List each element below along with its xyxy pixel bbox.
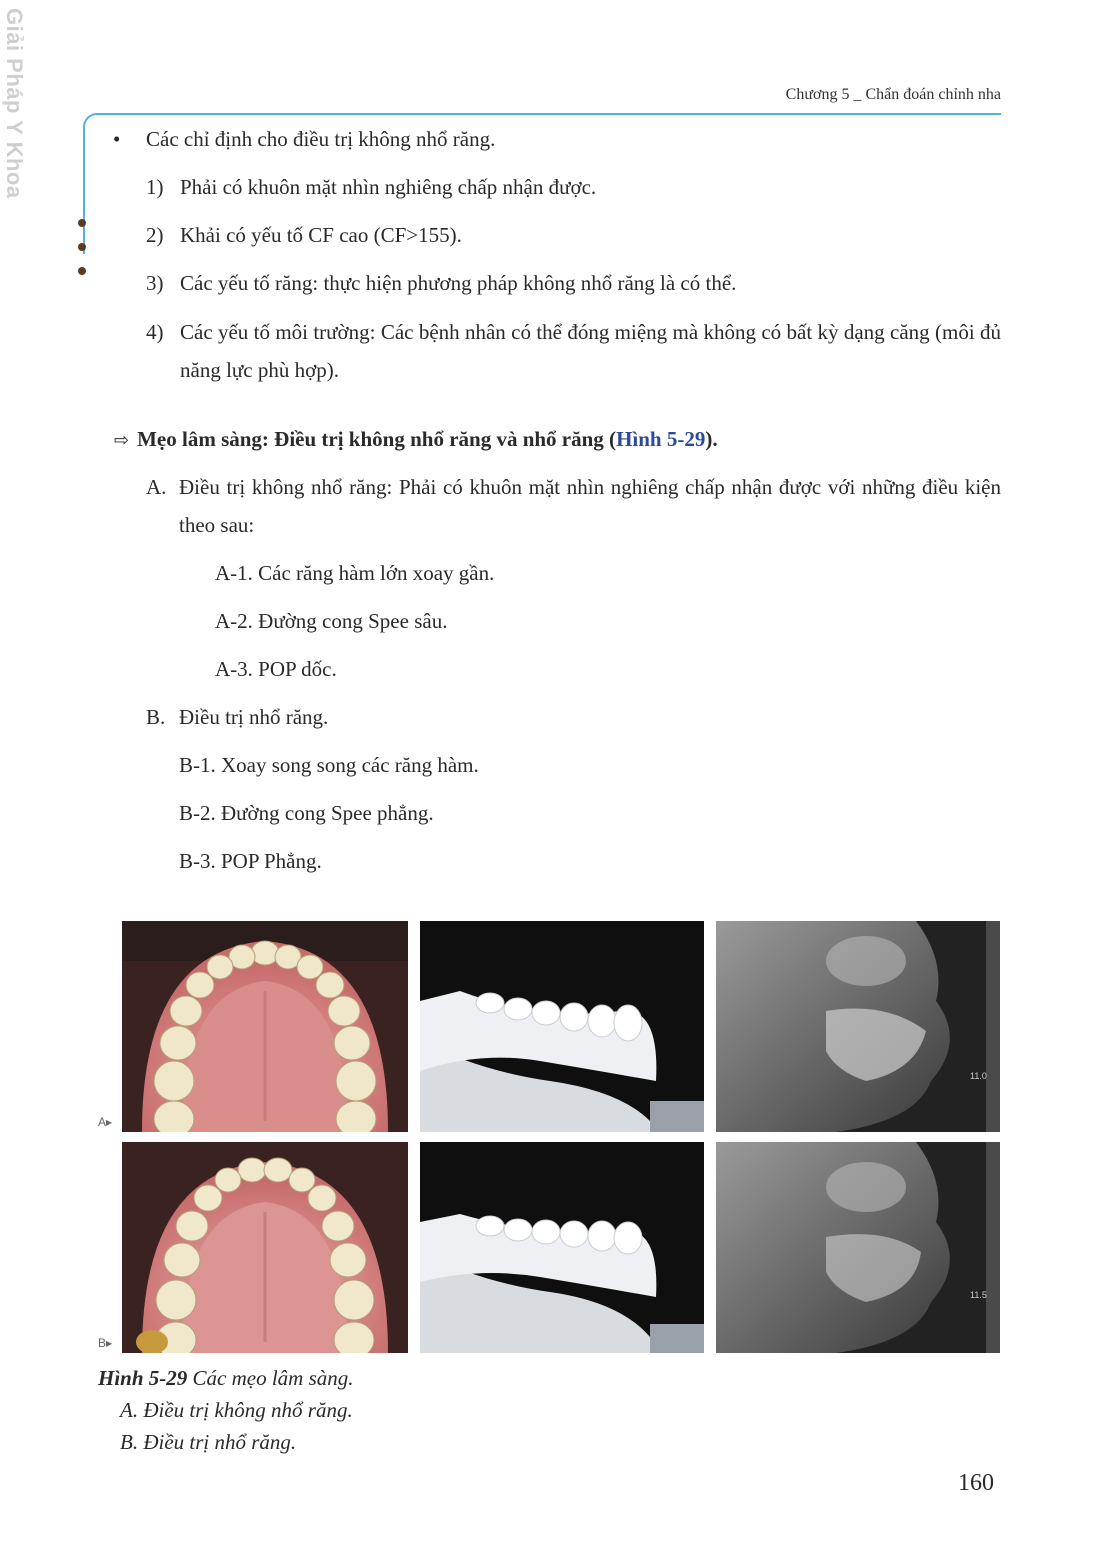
arrow-icon: ⇨ [114,430,130,451]
model-lateral-a [420,921,704,1132]
caption-figure-number: Hình 5-29 [98,1366,188,1390]
list-item-number: 4) [146,320,164,344]
sub-item: B-2. Đường cong Spee phẳng. [179,801,434,825]
margin-dot [78,243,86,251]
list-item-text: Khải có yếu tố CF cao (CF>155). [180,223,462,247]
row-label-b: B▸ [98,1336,113,1350]
list-item-text: Phải có khuôn mặt nhìn nghiêng chấp nhận được. [180,175,597,199]
xray-ceph-a [716,921,1000,1132]
photo-upper-arch-b [122,1142,408,1353]
header-rule-corner [83,113,98,128]
margin-dot [78,219,86,227]
left-margin-rule [83,126,85,254]
sub-item: B-3. POP Phẳng. [179,849,322,873]
side-brand-text: Giải Pháp Y Khoa [2,7,27,199]
bullet-marker: • [113,127,121,151]
figure-reference-link[interactable]: Hình 5-29 [616,427,706,451]
page-number: 160 [958,1470,994,1496]
sub-item: A-2. Đường cong Spee sâu. [215,609,448,633]
list-item-number: 2) [146,223,164,247]
caption-title: Các mẹo lâm sàng. [187,1366,354,1390]
tip-heading [114,420,718,460]
caption-line-b: B. Điều trị nhổ răng. [120,1430,297,1454]
sub-item: B-1. Xoay song song các răng hàm. [179,753,479,777]
section-letter: B. [146,705,166,729]
list-item-text: Các yếu tố răng: thực hiện phương pháp không nhổ răng là có thể. [180,271,737,295]
side-brand-watermark [2,8,26,198]
caption-line-a: A. Điều trị không nhổ răng. [120,1398,353,1422]
margin-dot [78,267,86,275]
sub-item: A-3. POP dốc. [215,657,337,681]
xray-scale-mark: 11.0 [970,1071,987,1081]
photo-upper-arch-a [122,921,408,1132]
list-item-text: Các yếu tố môi trường: Các bệnh nhân có thể đóng miệng mà không có bất kỳ dạng căng (môi đủ năng lực phù hợp). [180,320,1001,382]
chapter-header [96,86,1001,116]
section-letter: A. [146,475,167,499]
row-label-a: A▸ [98,1115,113,1129]
sub-item: A-1. Các răng hàm lớn xoay gần. [215,561,495,585]
tip-heading-text: Mẹo lâm sàng: Điều trị không nhổ răng và nhổ răng ( [137,427,617,451]
list-item-number: 1) [146,175,164,199]
section-a-text: Điều trị không nhổ răng: Phải có khuôn mặt nhìn nghiêng chấp nhận được với những điều kiện theo sau: [179,475,1001,537]
tip-heading-suffix: ). [705,427,718,451]
xray-ceph-b [716,1142,1000,1353]
chapter-title: Chương 5 _ Chẩn đoán chỉnh nha [785,86,1001,103]
figure-caption [98,1362,354,1458]
header-rule [96,113,1001,115]
model-lateral-b [420,1142,704,1353]
xray-scale-mark: 11.5 [970,1290,987,1300]
list-item-number: 3) [146,271,164,295]
section-b-text: Điều trị nhổ răng. [179,705,329,729]
indications-title: Các chỉ định cho điều trị không nhổ răng. [146,127,496,151]
